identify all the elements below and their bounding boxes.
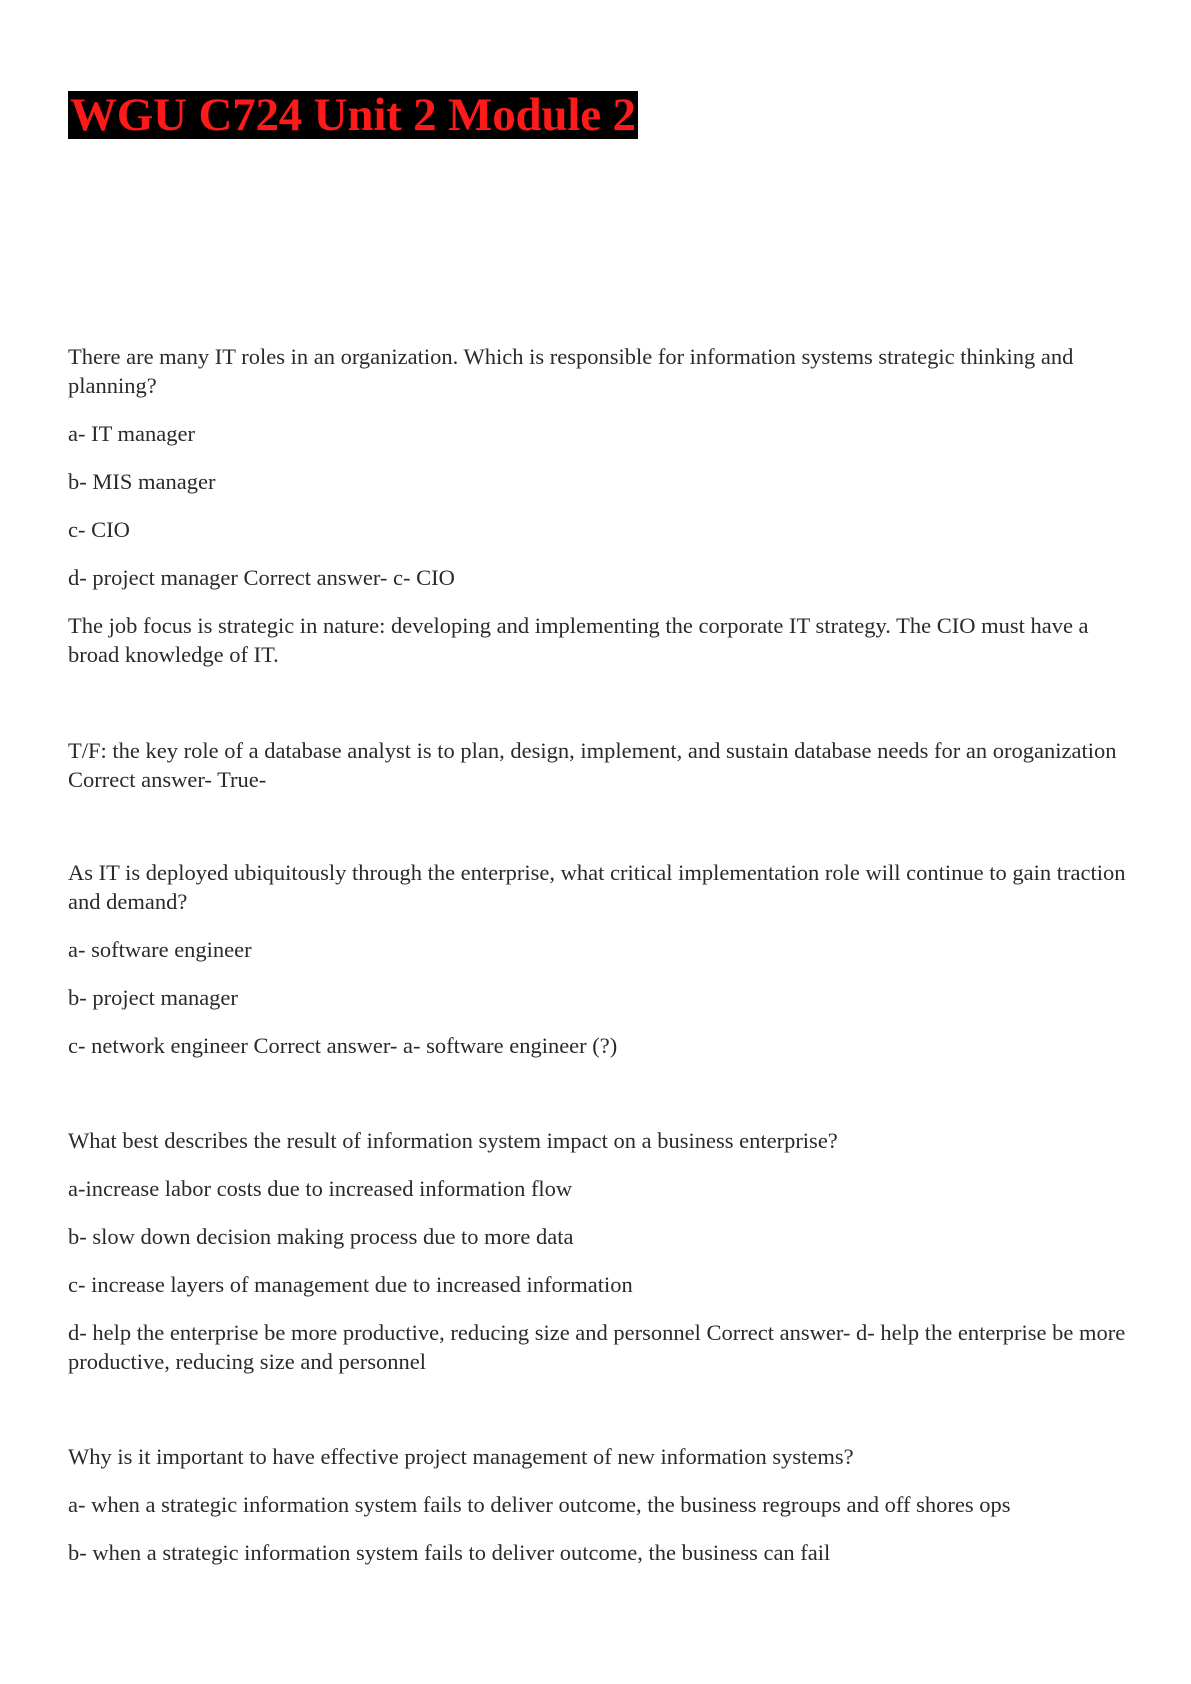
answer-option: a- IT manager bbox=[68, 421, 196, 446]
answer-option: d- help the enterprise be more productive, reducing size and personnel Correct answer- d- help the enterprise be more productive, reducing size and personnel bbox=[68, 1320, 1126, 1374]
answer-option: a-increase labor costs due to increased information flow bbox=[68, 1176, 573, 1201]
answer-option: c- CIO bbox=[68, 517, 130, 542]
document-title: WGU C724 Unit 2 Module 2 bbox=[70, 89, 636, 141]
answer-option: b- slow down decision making process due to more data bbox=[68, 1224, 574, 1249]
question-text: What best describes the result of information system impact on a business enterprise? bbox=[68, 1128, 838, 1153]
answer-option: b- project manager bbox=[68, 985, 238, 1010]
question-4 bbox=[68, 1126, 1126, 1376]
answer-option: c- increase layers of management due to increased information bbox=[68, 1272, 633, 1297]
answer-option: b- when a strategic information system fails to deliver outcome, the business can fail bbox=[68, 1540, 831, 1565]
question-1 bbox=[68, 342, 1126, 669]
answer-option: c- network engineer Correct answer- a- software engineer (?) bbox=[68, 1033, 618, 1058]
answer-explanation: The job focus is strategic in nature: developing and implementing the corporate IT strategy. The CIO must have a broad knowledge of IT. bbox=[68, 613, 1089, 667]
question-2 bbox=[68, 736, 1126, 794]
question-text: T/F: the key role of a database analyst is to plan, design, implement, and sustain database needs for an oroganization Correct answer- True- bbox=[68, 738, 1117, 792]
question-text: Why is it important to have effective project management of new information systems? bbox=[68, 1444, 854, 1469]
question-text: There are many IT roles in an organization. Which is responsible for information systems strategic thinking and planning? bbox=[68, 344, 1074, 398]
question-5 bbox=[68, 1442, 1126, 1567]
answer-option: b- MIS manager bbox=[68, 469, 216, 494]
question-3 bbox=[68, 858, 1126, 1060]
question-text: As IT is deployed ubiquitously through the enterprise, what critical implementation role will continue to gain traction and demand? bbox=[68, 860, 1126, 914]
answer-option: d- project manager Correct answer- c- CIO bbox=[68, 565, 455, 590]
answer-option: a- software engineer bbox=[68, 937, 252, 962]
answer-option: a- when a strategic information system fails to deliver outcome, the business regroups and off shores ops bbox=[68, 1492, 1011, 1517]
